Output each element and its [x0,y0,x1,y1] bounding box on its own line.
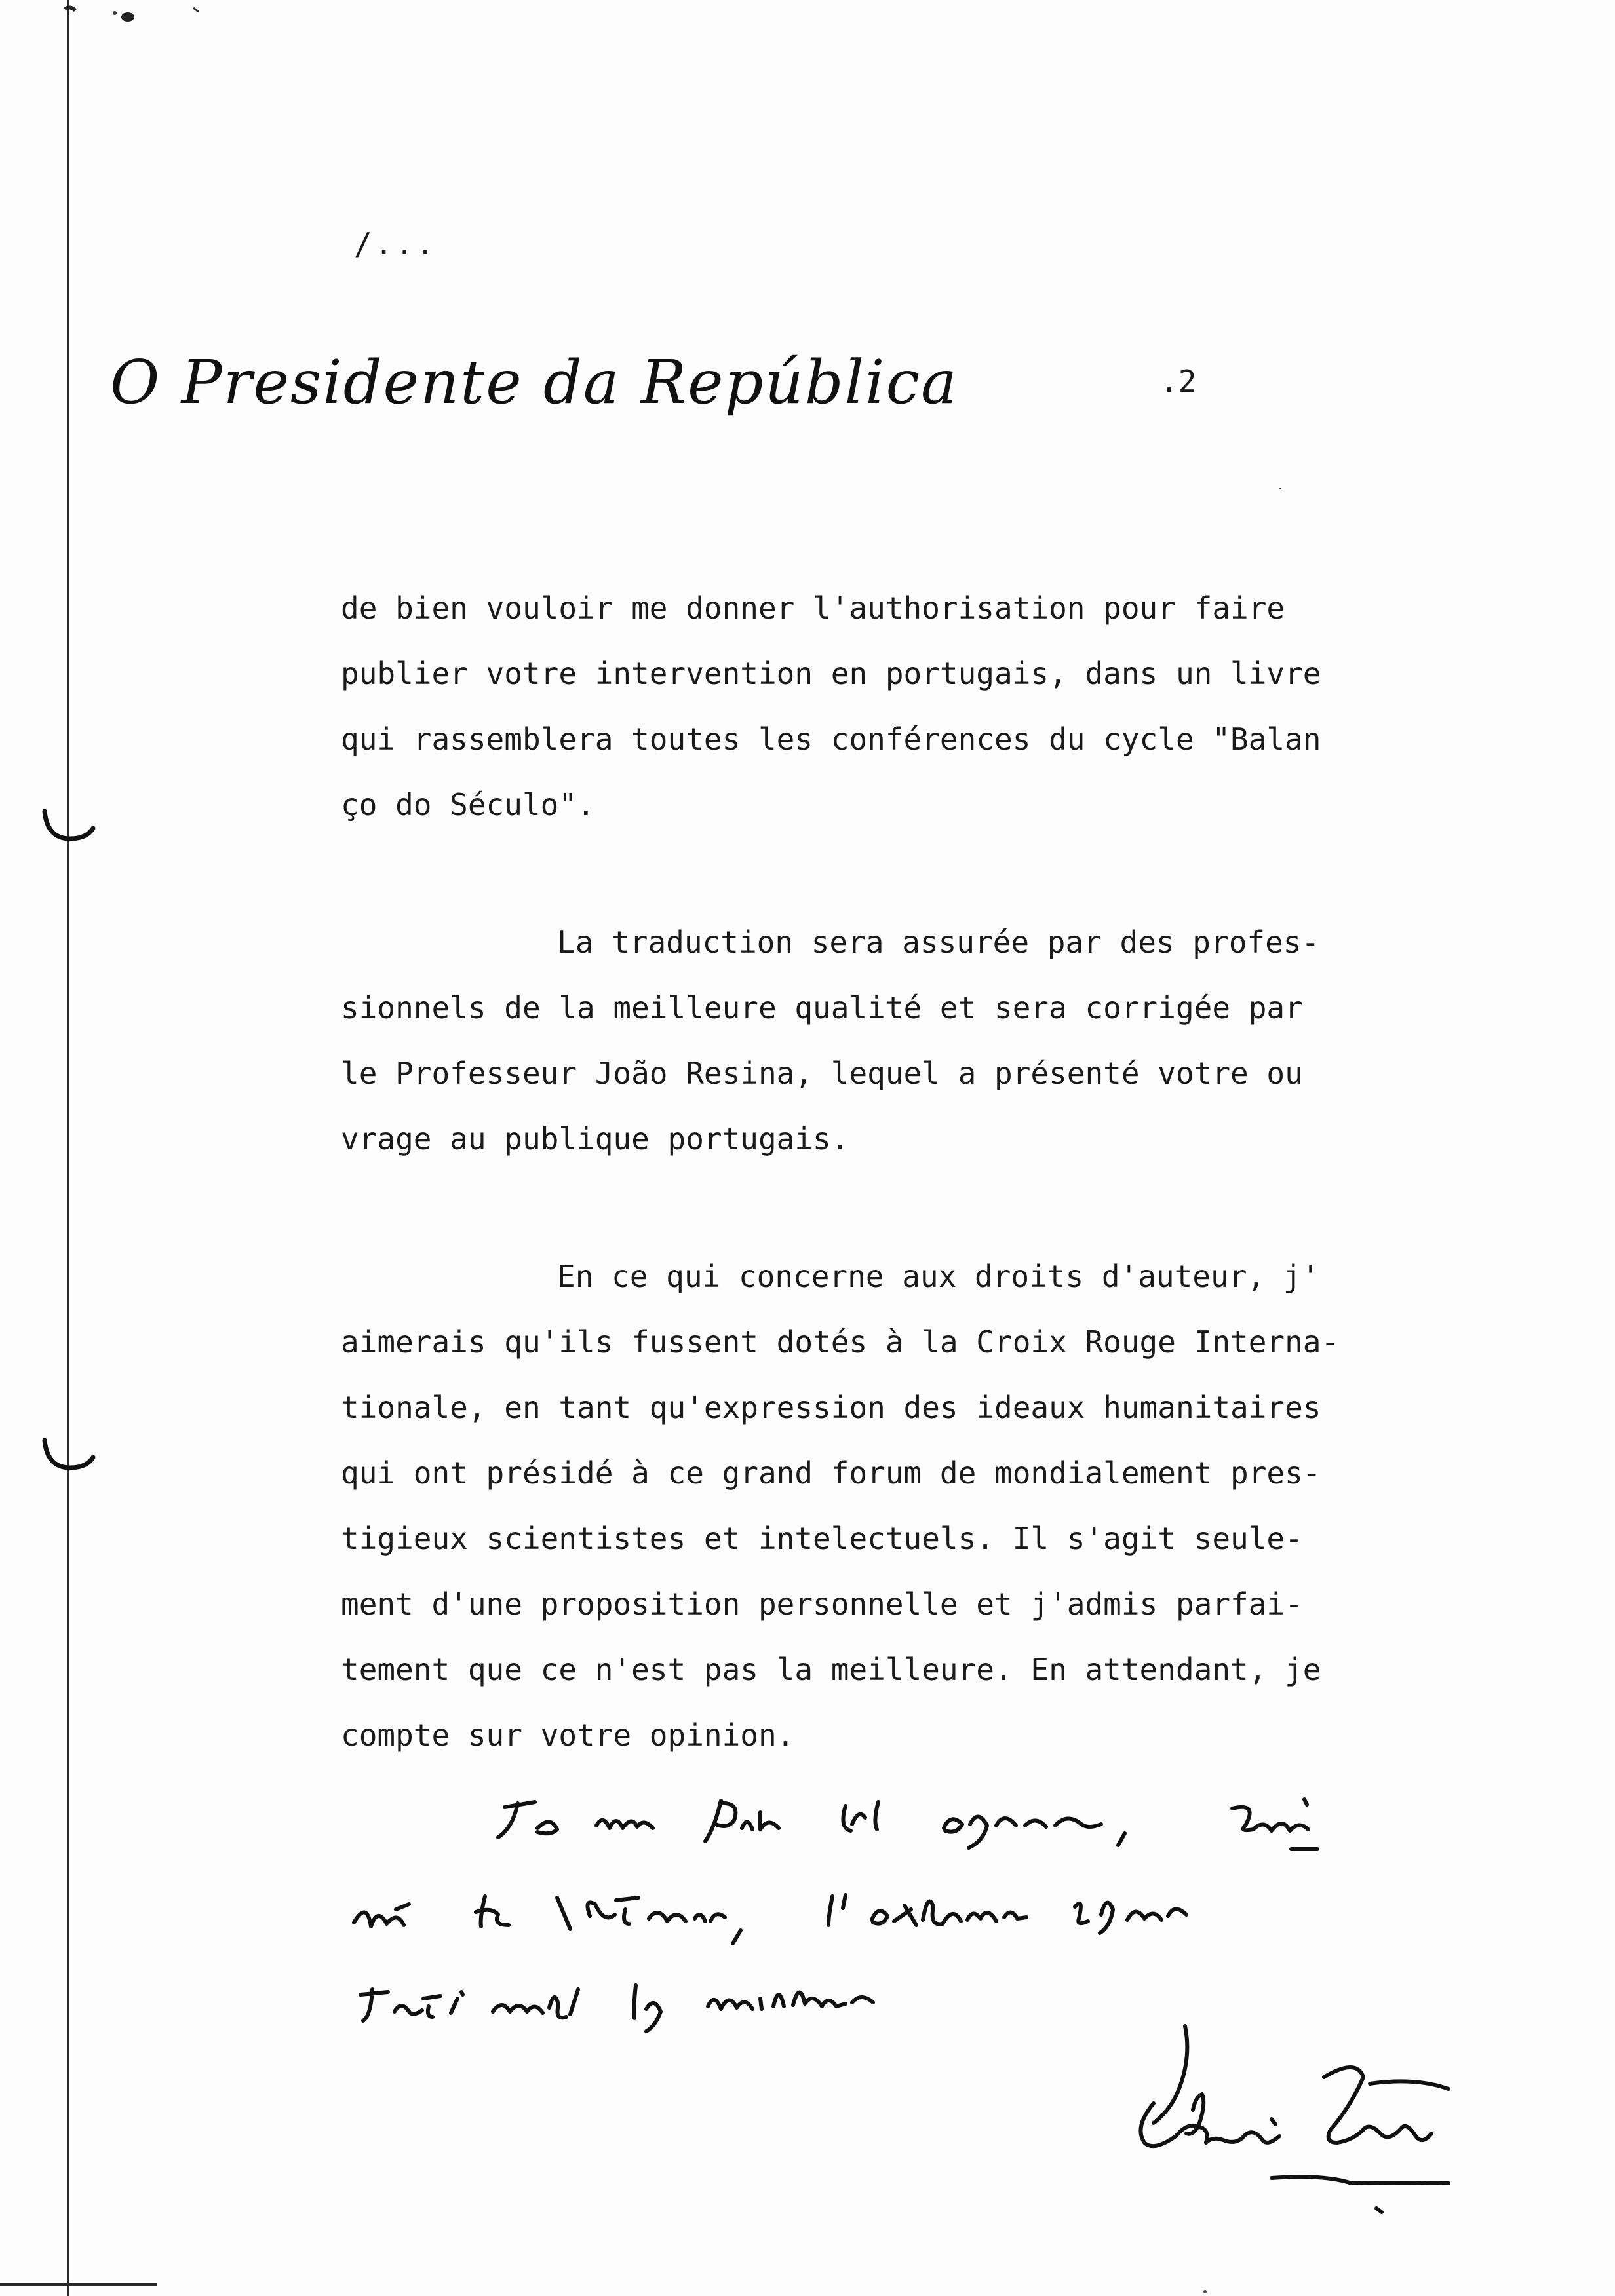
margin-rule [67,0,69,2296]
letter-body [341,575,1468,1768]
scan-speck [1203,2290,1207,2293]
text-line: tigieux scientistes et intelectuels. Il s'agit seule- [341,1521,1303,1556]
text-line: qui ont présidé à ce grand forum de mondialement pres- [341,1455,1321,1491]
text-line: ment d'une proposition personnelle et j'admis parfai- [341,1586,1303,1622]
text-line: ço do Século". [341,787,595,822]
text-line: sionnels de la meilleure qualité et sera corrigée par [341,990,1303,1025]
scan-speck [1279,488,1281,489]
binder-hole-mark [41,1435,100,1474]
paragraph [341,575,1468,837]
paragraph [341,909,1468,1172]
bottom-rule [0,2283,157,2286]
text-line: tement que ce n'est pas la meilleure. En attendant, je [341,1652,1321,1687]
paragraph [341,1244,1468,1768]
text-line: publier votre intervention en portugais, dans un livre [341,656,1321,691]
text-line: qui rassemblera toutes les conférences du cycle "Balan [341,721,1321,757]
text-line: le Professeur João Resina, lequel a présenté votre ou [341,1056,1303,1091]
signature-mark [1108,2012,1462,2221]
text-line: de bien vouloir me donner l'authorisation pour faire [341,590,1285,626]
text-line: aimerais qu'ils fussent dotés à la Croix Rouge Interna- [341,1324,1340,1360]
continuation-mark: /... [354,226,437,261]
handwritten-closing [341,1769,1494,2044]
text-line: La traduction sera assurée par des profes- [557,925,1320,960]
text-line: compte sur votre opinion. [341,1717,795,1753]
binder-hole-mark [41,806,100,845]
page-number: .2 [1160,364,1197,399]
text-line: vrage au publique portugais. [341,1121,849,1157]
scan-marks [62,4,220,30]
text-line: tionale, en tant qu'expression des ideaux humanitaires [341,1390,1321,1425]
letterhead-title: O Presidente da República [110,347,958,417]
text-line: En ce qui concerne aux droits d'auteur, j' [557,1259,1320,1294]
